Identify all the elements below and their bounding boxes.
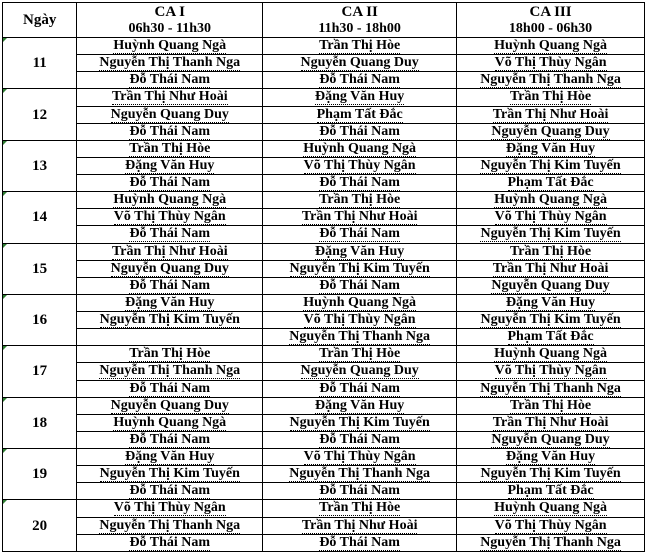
staff-name: Trần Thị Hòe xyxy=(319,192,401,208)
day-cell: 15 xyxy=(3,243,77,294)
staff-name: Đỗ Thái Nam xyxy=(129,72,211,88)
shift-1-header xyxy=(77,3,263,38)
table-row xyxy=(3,517,645,534)
staff-cell xyxy=(77,449,263,466)
day-cell: 13 xyxy=(3,140,77,191)
shift-3-name: CA III xyxy=(529,3,572,20)
table-row xyxy=(3,209,645,226)
staff-cell xyxy=(457,243,645,260)
staff-name: Đỗ Thái Nam xyxy=(129,226,211,242)
staff-name: Nguyễn Thị Thanh Nga xyxy=(480,380,621,396)
day-cell: 12 xyxy=(3,89,77,140)
table-row xyxy=(3,175,645,192)
staff-cell xyxy=(77,363,263,380)
staff-cell xyxy=(77,414,263,431)
shift-3-header xyxy=(457,3,645,38)
day-cell: 16 xyxy=(3,294,77,345)
staff-cell xyxy=(77,192,263,209)
staff-name: Trần Thị Như Hoài xyxy=(111,243,228,259)
staff-name: Đặng Văn Huy xyxy=(505,449,596,465)
staff-cell xyxy=(457,363,645,380)
table-row xyxy=(3,140,645,157)
staff-cell xyxy=(263,226,457,243)
table-row xyxy=(3,243,645,260)
table-row xyxy=(3,226,645,243)
staff-name: Huỳnh Quang Ngà xyxy=(494,500,607,516)
day-cell: 20 xyxy=(3,500,77,552)
staff-cell xyxy=(457,466,645,483)
staff-cell xyxy=(457,534,645,551)
staff-cell xyxy=(263,346,457,363)
staff-name: Nguyễn Thị Kim Tuyến xyxy=(480,466,621,482)
staff-cell xyxy=(263,294,457,311)
staff-name: Nguyễn Thị Thanh Nga xyxy=(99,363,241,379)
staff-name: Trần Thị Như Hoài xyxy=(301,517,418,533)
staff-name: Nguyễn Quang Duy xyxy=(110,397,229,413)
staff-name: Đặng Văn Huy xyxy=(505,140,596,156)
staff-cell xyxy=(457,294,645,311)
staff-cell xyxy=(263,140,457,157)
staff-name: Trần Thị Hòe xyxy=(509,89,592,105)
staff-name: Đỗ Thái Nam xyxy=(129,483,211,499)
staff-name: Nguyễn Quang Duy xyxy=(300,55,419,71)
staff-name: Đỗ Thái Nam xyxy=(319,123,400,139)
staff-cell xyxy=(457,346,645,363)
staff-name: Đỗ Thái Nam xyxy=(319,277,400,293)
staff-cell xyxy=(457,72,645,89)
staff-name: Phạm Tất Đắc xyxy=(316,106,403,122)
staff-name: Đỗ Thái Nam xyxy=(319,534,400,550)
header-row xyxy=(3,3,645,38)
staff-cell xyxy=(457,209,645,226)
table-row xyxy=(3,346,645,363)
staff-name: Đỗ Thái Nam xyxy=(129,534,211,550)
staff-name: Trần Thị Hòe xyxy=(129,346,211,362)
staff-name: Võ Thị Thùy Ngân xyxy=(494,209,607,225)
staff-name: Đỗ Thái Nam xyxy=(319,483,400,499)
staff-name: Trần Thị Hòe xyxy=(509,243,592,259)
day-cell: 14 xyxy=(3,192,77,243)
table-row xyxy=(3,380,645,397)
day-cell: 17 xyxy=(3,346,77,397)
table-row xyxy=(3,192,645,209)
staff-name: Võ Thị Thùy Ngân xyxy=(113,209,226,225)
duty-schedule-table xyxy=(2,2,645,552)
staff-cell xyxy=(263,72,457,89)
staff-name: Đỗ Thái Nam xyxy=(319,431,400,447)
shift-1-time: 06h30 - 11h30 xyxy=(128,20,211,36)
staff-name: Phạm Tất Đắc xyxy=(507,175,594,191)
staff-cell xyxy=(263,449,457,466)
staff-name: Trần Thị Như Hoài xyxy=(492,106,609,122)
staff-cell xyxy=(263,123,457,140)
staff-cell xyxy=(77,294,263,311)
staff-cell xyxy=(263,277,457,294)
staff-name: Trần Thị Hòe xyxy=(319,346,401,362)
staff-cell xyxy=(263,89,457,106)
table-row xyxy=(3,534,645,551)
staff-name: Võ Thị Thùy Ngân xyxy=(303,312,416,328)
staff-cell xyxy=(457,140,645,157)
day-cell: 11 xyxy=(3,38,77,89)
table-row xyxy=(3,38,645,55)
staff-name: Nguyễn Thị Thanh Nga xyxy=(99,55,241,71)
staff-name: Huỳnh Quang Ngà xyxy=(113,38,227,54)
staff-cell xyxy=(457,483,645,500)
staff-name: Võ Thị Thùy Ngân xyxy=(303,157,416,173)
staff-cell xyxy=(263,466,457,483)
staff-cell xyxy=(263,397,457,414)
staff-name: Phạm Tất Đắc xyxy=(507,483,594,499)
staff-cell xyxy=(77,534,263,551)
staff-name: Đặng Văn Huy xyxy=(505,294,596,310)
staff-name: Đặng Văn Huy xyxy=(125,157,215,173)
staff-cell xyxy=(457,431,645,448)
staff-cell xyxy=(263,106,457,123)
staff-name: Nguyễn Thị Kim Tuyến xyxy=(99,312,240,328)
staff-cell xyxy=(457,192,645,209)
staff-cell xyxy=(77,466,263,483)
staff-name: Nguyễn Quang Duy xyxy=(491,123,610,139)
staff-name: Đỗ Thái Nam xyxy=(319,380,400,396)
table-row xyxy=(3,89,645,106)
staff-cell xyxy=(263,500,457,517)
staff-name: Nguyễn Thị Thanh Nga xyxy=(99,517,241,533)
table-row xyxy=(3,449,645,466)
staff-name: Nguyễn Quang Duy xyxy=(491,277,610,293)
staff-name: Nguyễn Thị Kim Tuyến xyxy=(480,226,621,242)
staff-cell xyxy=(457,55,645,72)
staff-cell xyxy=(263,517,457,534)
shift-1-name: CA I xyxy=(154,3,185,20)
staff-cell xyxy=(263,431,457,448)
staff-name: Trần Thị Hòe xyxy=(129,140,211,156)
staff-name: Nguyễn Thị Kim Tuyến xyxy=(480,157,621,173)
table-row xyxy=(3,294,645,311)
staff-name: Trần Thị Hòe xyxy=(319,500,401,516)
staff-name: Đặng Văn Huy xyxy=(125,294,215,310)
staff-cell xyxy=(263,414,457,431)
staff-name: Nguyễn Thị Kim Tuyến xyxy=(480,312,621,328)
staff-cell xyxy=(77,209,263,226)
staff-name: Nguyễn Thị Thanh Nga xyxy=(289,329,430,345)
staff-cell xyxy=(77,55,263,72)
staff-cell xyxy=(457,500,645,517)
table-row xyxy=(3,277,645,294)
staff-name: Đỗ Thái Nam xyxy=(129,123,211,139)
staff-cell xyxy=(77,397,263,414)
staff-name: Nguyễn Thị Kim Tuyến xyxy=(289,260,430,276)
staff-name: Nguyễn Thị Thanh Nga xyxy=(480,534,621,550)
staff-cell xyxy=(457,38,645,55)
staff-cell xyxy=(77,243,263,260)
staff-name: Đỗ Thái Nam xyxy=(129,431,211,447)
table-row xyxy=(3,397,645,414)
staff-cell xyxy=(263,534,457,551)
staff-cell xyxy=(77,500,263,517)
staff-cell xyxy=(263,209,457,226)
staff-cell xyxy=(457,517,645,534)
staff-name: Võ Thị Thùy Ngân xyxy=(494,517,607,533)
staff-cell xyxy=(457,175,645,192)
staff-cell xyxy=(263,380,457,397)
staff-cell xyxy=(263,260,457,277)
staff-cell xyxy=(77,89,263,106)
staff-cell xyxy=(457,89,645,106)
staff-cell xyxy=(263,38,457,55)
staff-cell xyxy=(263,55,457,72)
table-row xyxy=(3,414,645,431)
shift-2-header xyxy=(263,3,457,38)
staff-cell xyxy=(77,346,263,363)
staff-name: Huỳnh Quang Ngà xyxy=(303,140,417,156)
staff-name: Huỳnh Quang Ngà xyxy=(303,294,417,310)
staff-name: Đỗ Thái Nam xyxy=(319,175,400,191)
staff-name: Võ Thị Thùy Ngân xyxy=(113,500,226,516)
staff-name: Nguyễn Thị Kim Tuyến xyxy=(99,466,240,482)
table-row xyxy=(3,363,645,380)
staff-cell xyxy=(77,38,263,55)
staff-cell xyxy=(77,226,263,243)
staff-name: Huỳnh Quang Ngà xyxy=(113,414,227,430)
staff-cell xyxy=(263,243,457,260)
staff-cell xyxy=(77,157,263,174)
staff-cell xyxy=(77,175,263,192)
shift-3-time: 18h00 - 06h30 xyxy=(508,20,593,36)
staff-cell xyxy=(457,277,645,294)
staff-name: Huỳnh Quang Ngà xyxy=(494,38,607,54)
staff-name: Đặng Văn Huy xyxy=(315,243,405,259)
table-row xyxy=(3,483,645,500)
shift-2-name: CA II xyxy=(341,3,378,20)
staff-name: Đỗ Thái Nam xyxy=(129,380,211,396)
staff-name: Võ Thị Thùy Ngân xyxy=(494,55,607,71)
staff-cell xyxy=(77,517,263,534)
staff-cell xyxy=(263,192,457,209)
day-cell: 19 xyxy=(3,449,77,500)
staff-name: Nguyễn Thị Thanh Nga xyxy=(480,72,621,88)
staff-name: Huỳnh Quang Ngà xyxy=(494,346,607,362)
staff-cell xyxy=(457,106,645,123)
staff-cell xyxy=(457,414,645,431)
staff-name: Nguyễn Quang Duy xyxy=(110,260,229,276)
staff-cell xyxy=(77,312,263,329)
staff-cell xyxy=(263,175,457,192)
schedule-body xyxy=(3,38,645,552)
staff-name: Nguyễn Thị Kim Tuyến xyxy=(289,414,430,430)
staff-name: Trần Thị Như Hoài xyxy=(301,209,418,225)
staff-cell xyxy=(77,72,263,89)
table-row xyxy=(3,106,645,123)
staff-name: Trần Thị Như Hoài xyxy=(492,414,609,430)
staff-name: Đỗ Thái Nam xyxy=(319,226,400,242)
staff-name: Nguyễn Quang Duy xyxy=(491,431,610,447)
staff-cell xyxy=(77,329,263,346)
table-row xyxy=(3,260,645,277)
staff-cell xyxy=(263,329,457,346)
staff-name: Võ Thị Thùy Ngân xyxy=(303,449,416,465)
table-row xyxy=(3,500,645,517)
staff-cell xyxy=(77,140,263,157)
day-cell: 18 xyxy=(3,397,77,448)
table-row xyxy=(3,466,645,483)
shift-2-time: 11h30 - 18h00 xyxy=(318,20,401,36)
staff-name: Đặng Văn Huy xyxy=(315,89,405,105)
staff-name: Nguyễn Quang Duy xyxy=(300,363,419,379)
staff-name: Đặng Văn Huy xyxy=(315,397,405,413)
staff-cell xyxy=(77,483,263,500)
table-row xyxy=(3,431,645,448)
staff-cell xyxy=(457,312,645,329)
staff-cell xyxy=(457,123,645,140)
day-column-header: Ngày xyxy=(3,3,77,38)
staff-name: Huỳnh Quang Ngà xyxy=(113,192,227,208)
staff-name: Nguyễn Thị Thanh Nga xyxy=(289,466,430,482)
staff-name: Trần Thị Như Hoài xyxy=(111,89,228,105)
staff-name: Đỗ Thái Nam xyxy=(129,277,211,293)
staff-cell xyxy=(457,157,645,174)
staff-cell xyxy=(457,449,645,466)
staff-name: Nguyễn Quang Duy xyxy=(110,106,229,122)
staff-name: Võ Thị Thùy Ngân xyxy=(494,363,607,379)
staff-cell xyxy=(263,483,457,500)
staff-name: Trần Thị Như Hoài xyxy=(492,260,609,276)
staff-cell xyxy=(457,397,645,414)
staff-name: Phạm Tất Đắc xyxy=(507,329,594,345)
staff-cell xyxy=(457,226,645,243)
staff-name: Đặng Văn Huy xyxy=(125,449,215,465)
table-row xyxy=(3,329,645,346)
staff-name: Trần Thị Hòe xyxy=(319,38,401,54)
staff-name: Huỳnh Quang Ngà xyxy=(494,192,607,208)
staff-name: Trần Thị Hòe xyxy=(509,397,592,413)
staff-cell xyxy=(263,363,457,380)
table-row xyxy=(3,123,645,140)
staff-cell xyxy=(77,260,263,277)
table-row xyxy=(3,157,645,174)
staff-cell xyxy=(77,106,263,123)
staff-cell xyxy=(77,380,263,397)
staff-cell xyxy=(77,123,263,140)
staff-name: Đỗ Thái Nam xyxy=(319,72,400,88)
table-row xyxy=(3,312,645,329)
staff-cell xyxy=(457,329,645,346)
table-row xyxy=(3,55,645,72)
staff-cell xyxy=(457,260,645,277)
table-row xyxy=(3,72,645,89)
staff-cell xyxy=(263,157,457,174)
staff-name: Đỗ Thái Nam xyxy=(129,175,211,191)
staff-cell xyxy=(457,380,645,397)
staff-cell xyxy=(77,277,263,294)
staff-cell xyxy=(263,312,457,329)
staff-cell xyxy=(77,431,263,448)
